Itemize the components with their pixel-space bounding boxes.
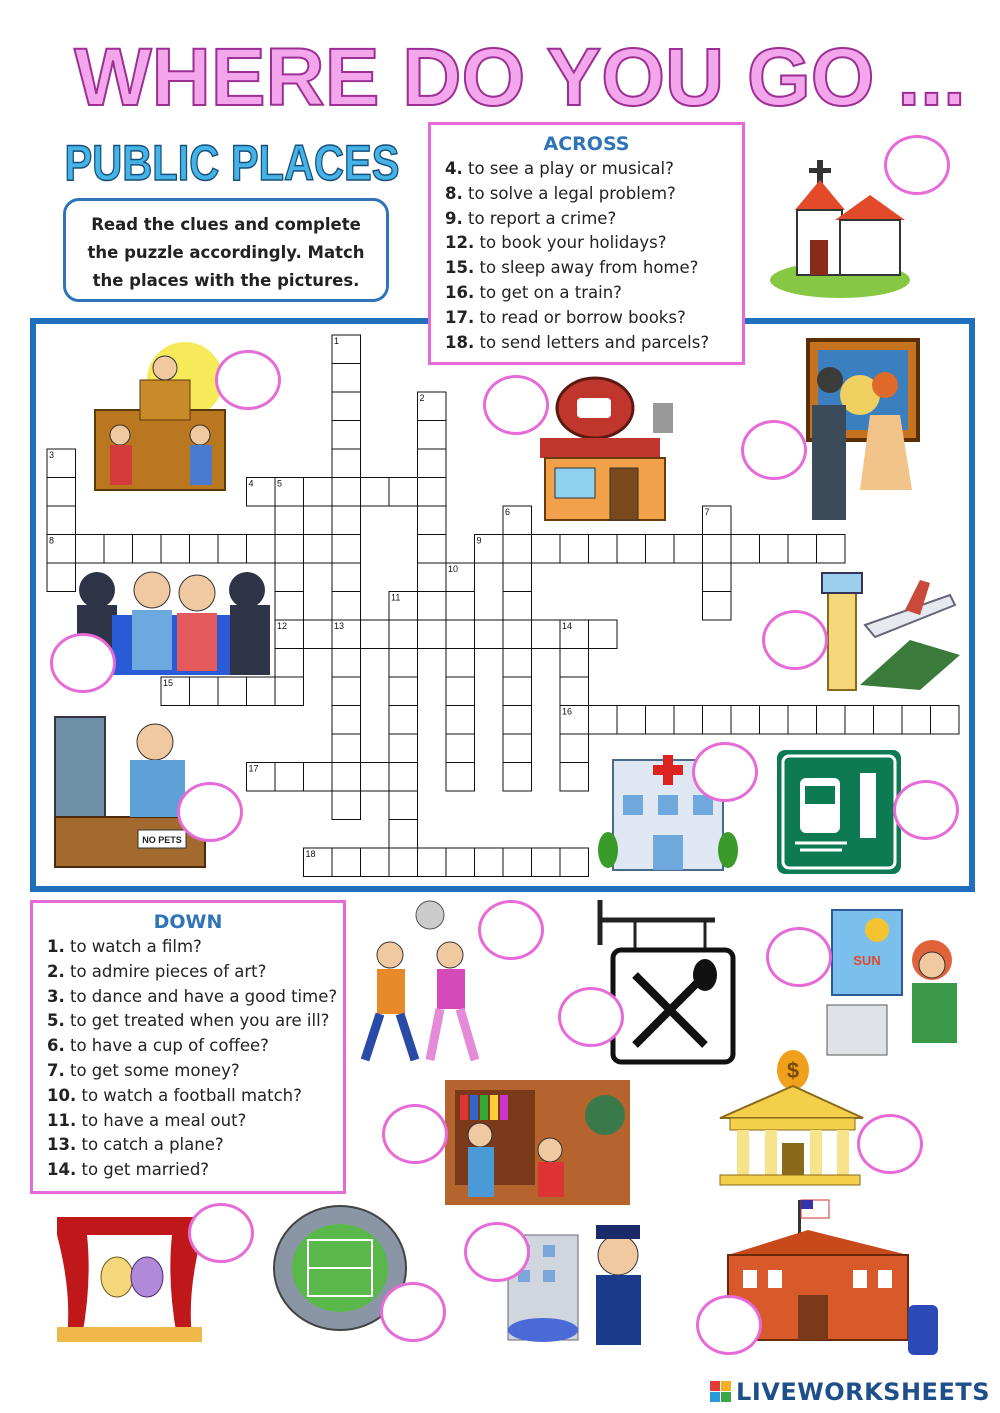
clue-number: 6. (47, 1036, 65, 1056)
crossword-cell[interactable] (275, 592, 304, 621)
crossword-cell[interactable] (389, 649, 418, 678)
down-clues-box (30, 900, 346, 1194)
clue-text: to admire pieces of art? (64, 961, 267, 981)
crossword-cell[interactable] (389, 848, 418, 877)
svg-text:SUN: SUN (853, 953, 881, 968)
crossword-cell[interactable] (275, 506, 304, 535)
crossword-cell[interactable] (703, 535, 732, 564)
down-clue (33, 1158, 343, 1183)
crossword-cell[interactable] (332, 763, 361, 792)
crossword-cell[interactable] (589, 620, 618, 649)
clue-text: to watch a film? (64, 937, 202, 956)
clue-number: 14. (47, 1160, 77, 1180)
crossword-cell[interactable] (418, 563, 447, 592)
crossword-cell[interactable] (161, 535, 190, 564)
crossword-cell[interactable] (332, 506, 361, 535)
crossword-cell[interactable] (788, 535, 817, 564)
crossword-clue-number: 6 (505, 507, 511, 517)
answer-circle-coffee-shop[interactable] (483, 375, 549, 435)
title-text: WHERE DO YOU GO ... (74, 32, 966, 120)
down-clue (33, 1034, 343, 1059)
crossword-cell[interactable] (760, 535, 789, 564)
crossword-clue-number: 5 (277, 478, 283, 489)
down-clue (33, 1084, 343, 1109)
clue-number: 5. (47, 1011, 65, 1031)
crossword-clue-number: 9 (476, 535, 482, 546)
crossword-cell[interactable] (304, 620, 333, 649)
crossword-cell[interactable] (503, 677, 532, 706)
clue-number: 8. (445, 183, 463, 203)
across-clue (431, 306, 742, 331)
liveworksheets-text: LIVEWORKSHEETS (736, 1378, 990, 1406)
across-clues-box (428, 122, 745, 365)
coffee-shop-picture (535, 368, 685, 523)
clue-text: to sleep away from home? (474, 258, 699, 278)
crossword-clue-number: 3 (49, 450, 55, 460)
crossword-cell[interactable] (361, 763, 390, 792)
down-heading: DOWN (153, 911, 223, 933)
crossword-cell[interactable] (446, 677, 475, 706)
clue-text: to solve a legal problem? (462, 183, 676, 203)
crossword-cell[interactable] (503, 763, 532, 792)
crossword-cell[interactable] (389, 763, 418, 792)
crossword-clue-number: 4 (248, 478, 254, 489)
across-clue (431, 281, 742, 306)
crossword-cell[interactable] (275, 563, 304, 592)
crossword-cell[interactable] (418, 449, 447, 478)
crossword-clue-number: 14 (562, 621, 573, 631)
crossword-cell[interactable] (218, 535, 247, 564)
airport-picture (820, 565, 960, 695)
answer-circle-travel-agency[interactable] (766, 927, 832, 987)
crossword-cell[interactable] (560, 535, 589, 564)
crossword-cell[interactable] (332, 421, 361, 450)
crossword-cell[interactable] (760, 706, 789, 735)
clue-number: 17. (445, 307, 475, 327)
crossword-cell[interactable] (389, 478, 418, 507)
crossword-cell[interactable] (475, 848, 504, 877)
crossword-cell[interactable] (589, 706, 618, 735)
crossword-cell[interactable] (275, 649, 304, 678)
answer-circle-hotel[interactable] (177, 782, 243, 842)
instructions-text: Read the clues and complete the puzzle accordingly. Match the places with the pictures. (87, 215, 365, 290)
crossword-cell[interactable] (874, 706, 903, 735)
crossword-cell[interactable] (503, 734, 532, 763)
crossword-clue-number: 8 (49, 535, 55, 546)
across-heading: ACROSS (543, 133, 630, 155)
crossword-cell[interactable] (503, 592, 532, 621)
crossword-cell[interactable] (332, 563, 361, 592)
crossword-cell[interactable] (418, 592, 447, 621)
crossword-cell[interactable] (361, 620, 390, 649)
crossword-cell[interactable] (446, 734, 475, 763)
crossword-cell[interactable] (332, 478, 361, 507)
crossword-clue-number: 18 (305, 849, 316, 859)
crossword-cell[interactable] (104, 535, 133, 564)
clue-number: 3. (47, 986, 65, 1006)
answer-circle-bank[interactable] (857, 1114, 923, 1174)
clue-number: 2. (47, 961, 65, 981)
theatre-picture (52, 1212, 207, 1347)
crossword-cell[interactable] (902, 706, 931, 735)
clue-text: to watch a football match? (76, 1085, 302, 1105)
clue-text: to catch a plane? (76, 1135, 224, 1155)
clue-number: 7. (47, 1060, 65, 1080)
crossword-cell[interactable] (503, 535, 532, 564)
across-clue (431, 207, 742, 232)
crossword-cell[interactable] (304, 535, 333, 564)
clue-number: 4. (445, 159, 463, 178)
crossword-cell[interactable] (332, 535, 361, 564)
clue-number: 10. (47, 1085, 77, 1105)
crossword-cell[interactable] (446, 649, 475, 678)
clue-text: to get treated when you are ill? (64, 1011, 330, 1031)
crossword-cell[interactable] (674, 706, 703, 735)
clue-text: to book your holidays? (474, 233, 667, 253)
crossword-clue-number: 11 (391, 592, 401, 603)
answer-circle-disco[interactable] (478, 900, 544, 960)
answer-circle-stadium[interactable] (380, 1282, 446, 1342)
crossword-cell[interactable] (532, 620, 561, 649)
clue-number: 15. (445, 258, 475, 278)
crossword-cell[interactable] (446, 706, 475, 735)
clue-text: to dance and have a good time? (64, 986, 338, 1006)
down-clue (33, 1009, 343, 1034)
across-clue (431, 182, 742, 207)
crossword-cell[interactable] (389, 820, 418, 849)
answer-circle-hospital[interactable] (692, 742, 758, 802)
subtitle-text: PUBLIC PLACES (64, 135, 400, 191)
crossword-cell[interactable] (133, 535, 162, 564)
crossword-cell[interactable] (617, 535, 646, 564)
crossword-cell[interactable] (817, 535, 846, 564)
crossword-cell[interactable] (503, 563, 532, 592)
crossword-cell[interactable] (190, 535, 219, 564)
crossword-cell[interactable] (560, 848, 589, 877)
crossword-cell[interactable] (503, 706, 532, 735)
answer-circle-restaurant[interactable] (558, 987, 624, 1047)
clue-text: to have a cup of coffee? (64, 1036, 269, 1056)
crossword-cell[interactable] (275, 763, 304, 792)
crossword-clue-number: 15 (163, 678, 174, 688)
clue-text: to report a crime? (462, 208, 617, 228)
down-clue (33, 1109, 343, 1134)
courthouse-picture (85, 340, 235, 520)
svg-text:NO PETS: NO PETS (142, 835, 182, 845)
clue-number: 16. (445, 282, 475, 302)
crossword-cell[interactable] (446, 763, 475, 792)
crossword-cell[interactable] (560, 649, 589, 678)
clue-text: to see a play or musical? (462, 159, 674, 178)
crossword-cell[interactable] (503, 620, 532, 649)
crossword-cell[interactable] (674, 535, 703, 564)
crossword-cell[interactable] (389, 677, 418, 706)
crossword-cell[interactable] (418, 535, 447, 564)
across-clue (431, 157, 742, 182)
crossword-cell[interactable] (532, 848, 561, 877)
bank-picture (715, 1048, 865, 1188)
svg-text:$: $ (786, 1058, 800, 1083)
clue-text: to get married? (76, 1160, 210, 1180)
answer-circle-library[interactable] (382, 1104, 448, 1164)
clue-number: 11. (47, 1110, 77, 1130)
crossword-cell[interactable] (418, 478, 447, 507)
crossword-cell[interactable] (47, 506, 76, 535)
crossword-cell[interactable] (389, 620, 418, 649)
crossword-cell[interactable] (560, 677, 589, 706)
clue-text: to have a meal out? (76, 1110, 247, 1130)
answer-circle-theatre[interactable] (188, 1203, 254, 1263)
clue-number: 12. (445, 233, 475, 253)
answer-circle-airport[interactable] (762, 610, 828, 670)
answer-circle-courthouse[interactable] (215, 350, 281, 410)
crossword-cell[interactable] (361, 848, 390, 877)
crossword-cell[interactable] (275, 677, 304, 706)
crossword-cell[interactable] (332, 592, 361, 621)
disco-picture (355, 895, 495, 1070)
crossword-cell[interactable] (446, 620, 475, 649)
crossword-cell[interactable] (332, 364, 361, 393)
crossword-cell[interactable] (389, 734, 418, 763)
crossword-cell[interactable] (703, 706, 732, 735)
crossword-cell[interactable] (446, 848, 475, 877)
crossword-cell[interactable] (76, 535, 105, 564)
across-clue (431, 231, 742, 256)
crossword-cell[interactable] (332, 392, 361, 421)
crossword-cell[interactable] (332, 649, 361, 678)
down-clue (33, 1133, 343, 1158)
crossword-clue-number: 16 (562, 706, 573, 717)
crossword-cell[interactable] (47, 478, 76, 507)
crossword-cell[interactable] (418, 848, 447, 877)
crossword-clue-number: 10 (448, 564, 459, 574)
crossword-cell[interactable] (532, 535, 561, 564)
crossword-cell[interactable] (646, 706, 675, 735)
answer-circle-train-station[interactable] (893, 780, 959, 840)
crossword-cell[interactable] (418, 421, 447, 450)
crossword-cell[interactable] (332, 677, 361, 706)
crossword-cell[interactable] (446, 592, 475, 621)
crossword-cell[interactable] (361, 478, 390, 507)
crossword-cell[interactable] (503, 848, 532, 877)
art-gallery-picture (800, 335, 925, 525)
answer-circle-police-station[interactable] (464, 1222, 530, 1282)
crossword-cell[interactable] (703, 592, 732, 621)
crossword-cell[interactable] (304, 763, 333, 792)
down-clue (33, 985, 343, 1010)
across-clue-list (431, 157, 742, 355)
crossword-cell[interactable] (332, 791, 361, 820)
crossword-cell[interactable] (332, 706, 361, 735)
answer-circle-art-gallery[interactable] (741, 420, 807, 480)
clue-number: 9. (445, 208, 463, 228)
crossword-cell[interactable] (247, 535, 276, 564)
liveworksheets-brand (690, 1377, 990, 1407)
crossword-cell[interactable] (703, 563, 732, 592)
crossword-cell[interactable] (332, 734, 361, 763)
crossword-cell[interactable] (389, 706, 418, 735)
answer-circle-post-office[interactable] (696, 1295, 762, 1355)
clue-text: to read or borrow books? (474, 307, 686, 327)
crossword-cell[interactable] (731, 706, 760, 735)
crossword-clue-number: 17 (248, 763, 259, 774)
down-clue (33, 960, 343, 985)
crossword-cell[interactable] (731, 535, 760, 564)
crossword-cell[interactable] (389, 791, 418, 820)
down-clue-list (33, 935, 343, 1183)
crossword-cell[interactable] (646, 535, 675, 564)
crossword-cell[interactable] (475, 620, 504, 649)
clue-number: 13. (47, 1135, 77, 1155)
crossword-cell[interactable] (788, 706, 817, 735)
down-clue (33, 1059, 343, 1084)
crossword-cell[interactable] (503, 649, 532, 678)
liveworksheets-logo-icon (710, 1381, 732, 1403)
travel-agency-picture (822, 905, 970, 1065)
crossword-cell[interactable] (845, 706, 874, 735)
library-picture (440, 1075, 635, 1210)
answer-circle-church[interactable] (884, 135, 950, 195)
crossword-cell[interactable] (418, 506, 447, 535)
clue-text: to get on a train? (474, 282, 622, 302)
crossword-cell[interactable] (560, 763, 589, 792)
crossword-clue-number: 13 (334, 621, 345, 631)
crossword-cell[interactable] (560, 734, 589, 763)
crossword-cell[interactable] (275, 535, 304, 564)
across-clue (431, 331, 742, 356)
clue-number: 18. (445, 332, 475, 352)
crossword-clue-number: 2 (419, 393, 425, 403)
down-clue (33, 935, 343, 960)
crossword-cell[interactable] (304, 478, 333, 507)
crossword-cell[interactable] (931, 706, 960, 735)
clue-text: to send letters and parcels? (474, 332, 710, 352)
crossword-cell[interactable] (817, 706, 846, 735)
clue-number: 1. (47, 937, 65, 956)
crossword-clue-number: 7 (704, 507, 710, 517)
crossword-cell[interactable] (589, 535, 618, 564)
crossword-cell[interactable] (332, 848, 361, 877)
clue-text: to get some money? (64, 1060, 240, 1080)
crossword-cell[interactable] (418, 620, 447, 649)
restaurant-sign-picture (595, 895, 740, 1070)
crossword-clue-number: 12 (277, 621, 288, 631)
crossword-cell[interactable] (332, 449, 361, 478)
across-clue (431, 256, 742, 281)
crossword-cell[interactable] (617, 706, 646, 735)
answer-circle-cinema[interactable] (50, 633, 116, 693)
train-station-sign-picture (775, 748, 903, 876)
crossword-clue-number: 1 (334, 336, 340, 346)
